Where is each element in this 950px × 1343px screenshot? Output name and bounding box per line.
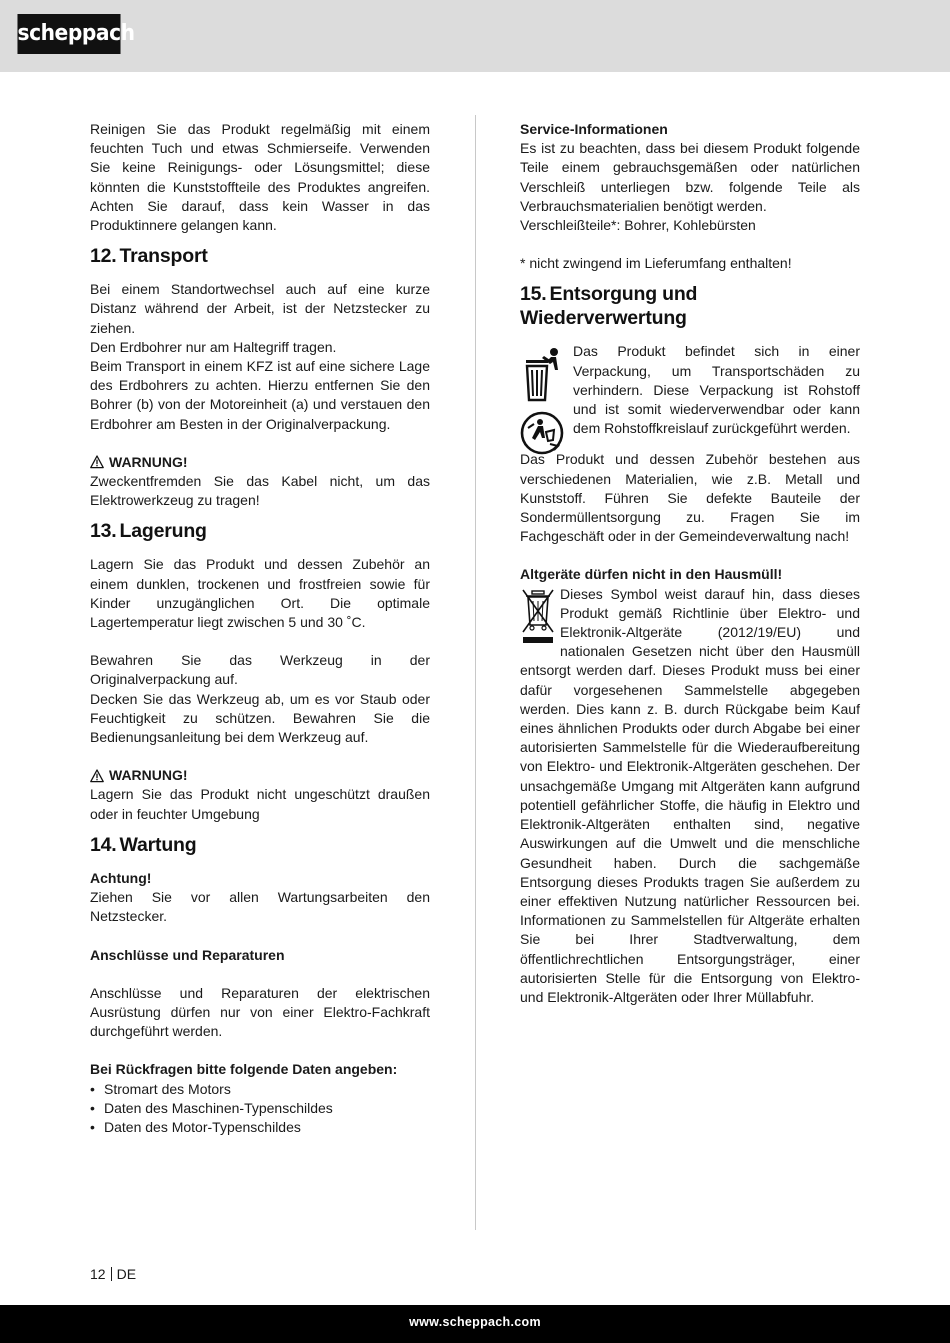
packaging-block <box>520 342 860 438</box>
trash-bin-icon <box>520 346 568 402</box>
transport-paragraph-2: Den Erdbohrer nur am Haltegriff tragen. <box>90 338 337 355</box>
achtung-heading: Achtung! <box>90 869 152 886</box>
warning-triangle-icon <box>90 455 104 469</box>
list-item: • Daten des Maschinen-Typenschildes <box>90 1099 430 1118</box>
weee-block <box>520 585 860 1007</box>
lagerung-paragraph-2: Bewahren Sie das Werkzeug in der Originalverpackung auf. <box>90 652 430 688</box>
warning-text: Lagern Sie das Produkt nicht ungeschützt draußen oder in feuchter Umgebung <box>90 786 430 822</box>
list-item: • Daten des Motor-Typenschildes <box>90 1118 430 1137</box>
warning-text: Zweckentfremden Sie das Kabel nicht, um das Elektrowerkzeug zu tragen! <box>90 473 430 509</box>
section-heading-wartung: 14. Wartung <box>90 833 197 856</box>
service-heading: Service-Informationen <box>520 121 668 137</box>
achtung-text: Ziehen Sie vor allen Wartungsarbeiten den Netzstecker. <box>90 889 430 925</box>
anschluesse-heading: Anschlüsse und Reparaturen <box>90 946 285 963</box>
rueckfragen-heading: Bei Rückfragen bitte folgende Daten angeben: <box>90 1061 398 1078</box>
footnote: * nicht zwingend im Lieferumfang enthalten! <box>520 255 792 272</box>
brand-logo: scheppach <box>17 14 120 54</box>
anschluesse-text: Anschlüsse und Reparaturen der elektrischen Ausrüstung dürfen nur von einer Elektro-Fachkraft durchgeführt werden. <box>90 984 430 1040</box>
cleaning-paragraph: Reinigen Sie das Produkt regelmäßig mit einem feuchten Tuch und etwas Schmierseife. Verwenden Sie keine Reinigungs- oder Lösungsmittel; diese könnten die Kunststoffteile des Produktes angreifen. Achten Sie darauf, dass kein Wasser in das Produktinnere gelangen kann. <box>90 121 430 234</box>
right-column <box>520 120 860 1007</box>
packaging-text: Das Produkt befindet sich in einer Verpackung, um Transportschäden zu verhindern. Diese Verpackung ist Rohstoff und ist somit wiederverwendbar oder kann dem Rohstoffkreislauf zurückgeführt werden. <box>573 343 860 437</box>
section-heading-transport: 12. Transport <box>90 245 208 268</box>
recycling-icon <box>520 410 568 456</box>
transport-paragraph-1: Bei einem Standortwechsel auch auf eine kurze Distanz während der Arbeit, ist der Netzstecker zu ziehen. <box>90 281 430 336</box>
warning-heading: WARNUNG! <box>90 453 430 472</box>
page-number: 12 DE <box>90 1266 137 1282</box>
materials-text: Das Produkt und dessen Zubehör bestehen aus verschiedenen Materialien, wie z.B. Metall und Kunststoff. Führen Sie defekte Bauteile der Sondermüllentsorgung zu. Fragen Sie im Fachgeschäft oder in der Gemeindeverwaltung nach! <box>520 451 860 545</box>
lagerung-paragraph-3: Decken Sie das Werkzeug ab, um es vor Staub oder Feuchtigkeit zu schützen. Bewahren Sie die Bedienungsanleitung bei dem Werkzeug auf. <box>90 690 430 746</box>
crossed-bin-icon <box>520 587 556 647</box>
service-text: Es ist zu beachten, dass bei diesem Produkt folgende Teile einem gebrauchsgemäßen oder natürlichen Verschleiß unterliegen bzw. folgende Teile als Verbrauchsmaterialien benötigt werden. <box>520 140 860 214</box>
list-item: • Stromart des Motors <box>90 1080 430 1099</box>
altgeraete-text: Dieses Symbol weist darauf hin, dass dieses Produkt gemäß Richtlinie über Elektro- und Elektronik-Altgeräte (2012/19/EU) und nationalen Gesetzen nicht über den Hausmüll entsorgt werden darf. Dieses Produkt muss bei einer dafür vorgesehenen Sammelstelle abgegeben werden. Dies kann z. B. durch Rückgabe beim Kauf eines ähnlichen Produkts oder durch Abgabe bei einer autorisierten Sammelstelle für die Wiederaufbereitung von Elektro- und Elektronik-Altgeräten geschehen. Der unsachgemäße Umgang mit Altgeräten kann aufgrund potentiell gefährlicher Stoffe, die häufig in Elektro und Elektronik-Altgeräten enthalten sind, negative Auswirkungen auf die Umwelt und die menschliche Gesundheit haben. Durch die sachgemäße Entsorgung dieses Produkts tragen Sie außerdem zu einer effektiven Nutzung natürlicher Ressourcen bei. Informationen zu Sammelstellen für Altgeräte erhalten Sie bei Ihrer Stadtverwaltung, dem öffentlichrechtlichen Entsorgungsträger, einer autorisierten Stelle für die Entsorgung von Elektro- und Elektronik-Altgeräten oder Ihrer Müllabfuhr. <box>520 585 860 1005</box>
website-link[interactable]: www.scheppach.com <box>409 1315 541 1329</box>
column-divider <box>475 115 476 1230</box>
warning-heading: WARNUNG! <box>90 766 430 785</box>
section-heading-lagerung: 13. Lagerung <box>90 520 207 543</box>
altgeraete-heading: Altgeräte dürfen nicht in den Hausmüll! <box>520 566 783 583</box>
lagerung-paragraph-1: Lagern Sie das Produkt und dessen Zubehör an einem dunklen, trockenen und frostfreien sowie für Kinder unzugänglichen Ort. Die optimale Lagertemperatur liegt zwischen 5 und 30 ˚C. <box>90 556 430 631</box>
warning-triangle-icon <box>90 769 104 783</box>
transport-paragraph-3: Beim Transport in einem KFZ ist auf eine sichere Lage des Erdbohrers zu achten. Hierzu entfernen Sie den Bohrer (b) von der Motoreinheit (a) und verstauen den Erdbohrer am Besten in der Originalverpackung. <box>90 358 430 432</box>
page-header <box>0 0 950 72</box>
section-heading-entsorgung: 15. Entsorgung und Wiederverwertung <box>520 283 698 330</box>
rueckfragen-list <box>90 1080 430 1138</box>
page-footer <box>0 1305 950 1343</box>
left-column <box>90 120 430 1137</box>
verschleiss-text: Verschleißteile*: Bohrer, Kohlebürsten <box>520 217 756 234</box>
